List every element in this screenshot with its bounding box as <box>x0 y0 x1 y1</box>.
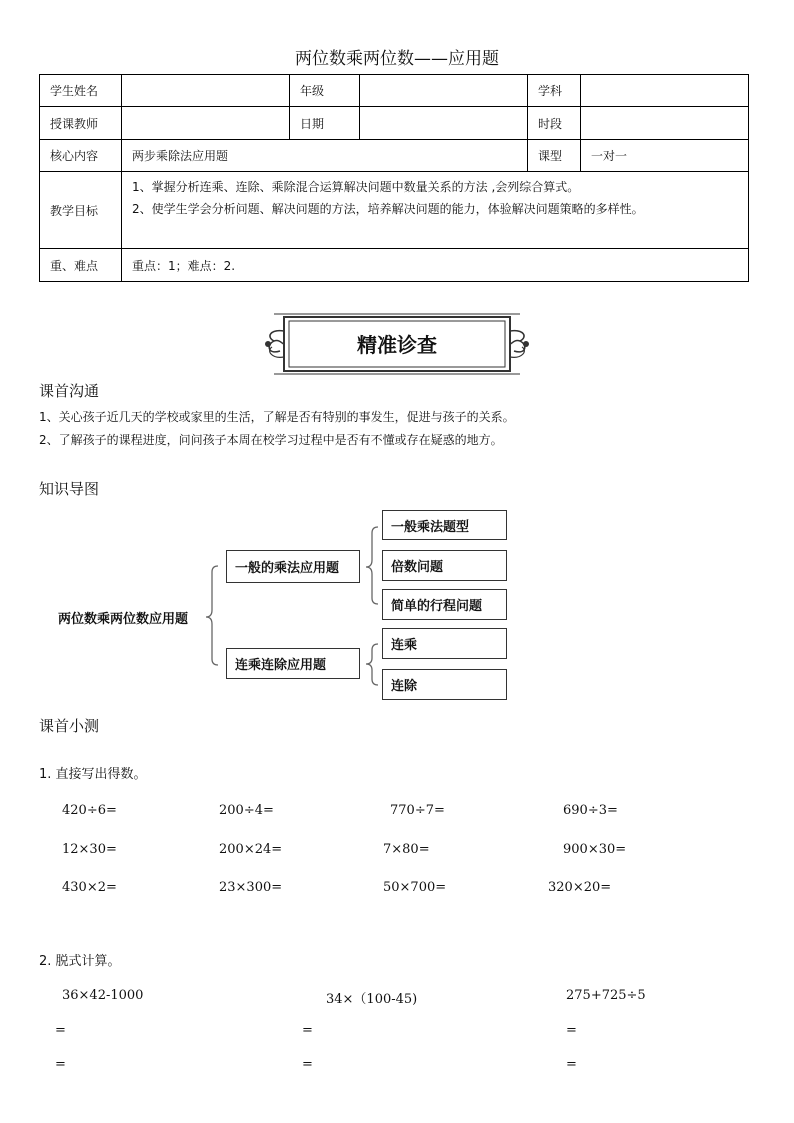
quiz-item: 200×24= <box>219 842 283 857</box>
mindmap-leaf-5: 连除 <box>382 669 507 700</box>
subject-label: 学科 <box>528 75 581 107</box>
mindmap-leaf-1: 一般乘法题型 <box>382 510 507 540</box>
teaching-goal-2: 2、使学生学会分析问题、解决问题的方法，培养解决问题的能力，体验解决问题策略的多样性。 <box>132 202 644 216</box>
core-content-value: 两步乘除法应用题 <box>122 140 528 172</box>
mindmap-branch-chain: 连乘连除应用题 <box>226 648 360 679</box>
mindmap-branch-multiplication: 一般的乘法应用题 <box>226 550 360 583</box>
quiz-item: 7×80= <box>383 842 430 857</box>
key-points-value: 重点：1；难点：2. <box>122 249 749 282</box>
quiz-item: 50×700= <box>383 880 447 895</box>
answer-line[interactable]: = <box>302 1023 313 1038</box>
answer-line[interactable]: = <box>566 1023 577 1038</box>
quiz-item: 12×30= <box>62 842 117 857</box>
mindmap-leaf-4: 连乘 <box>382 628 507 659</box>
quiz-item: 430×2= <box>62 880 117 895</box>
quiz-item: 200÷4= <box>219 803 274 818</box>
teaching-goal-1: 1、掌握分析连乘、连除、乘除混合运算解决问题中数量关系的方法 ,会列综合算式。 <box>132 180 580 194</box>
section-heading-communication: 课首沟通 <box>39 382 100 400</box>
page-title: 两位数乘两位数——应用题 <box>295 49 499 69</box>
quiz-item: 770÷7= <box>390 803 445 818</box>
communication-line-2: 2、了解孩子的课程进度，问问孩子本周在校学习过程中是否有不懂或存在疑惑的地方。 <box>39 433 503 447</box>
calc-expression: 275+725÷5 <box>566 988 646 1003</box>
quiz-item: 420÷6= <box>62 803 117 818</box>
calc-expression: 34×（100-45) <box>326 992 418 1007</box>
calc-expression: 36×42-1000 <box>62 988 144 1003</box>
mindmap-root: 两位数乘两位数应用题 <box>58 612 189 627</box>
grade-label: 年级 <box>290 75 360 107</box>
quiz-item: 900×30= <box>563 842 627 857</box>
student-name-label: 学生姓名 <box>40 75 122 107</box>
mindmap-leaf-2: 倍数问题 <box>382 550 507 581</box>
key-points-label: 重、难点 <box>40 249 122 282</box>
answer-line[interactable]: = <box>55 1057 66 1072</box>
period-label: 时段 <box>528 107 581 140</box>
section-heading-mindmap: 知识导图 <box>39 480 100 498</box>
mindmap-leaf-3: 简单的行程问题 <box>382 589 507 620</box>
answer-line[interactable]: = <box>566 1057 577 1072</box>
teacher-label: 授课教师 <box>40 107 122 140</box>
quiz-question-1-title: 1. 直接写出得数。 <box>39 767 147 782</box>
class-type-label: 课型 <box>528 140 581 172</box>
banner-title: 精准诊查 <box>357 333 437 357</box>
quiz-question-2-title: 2. 脱式计算。 <box>39 954 121 969</box>
class-type-value: 一对一 <box>581 140 749 172</box>
quiz-item: 320×20= <box>548 880 612 895</box>
answer-line[interactable]: = <box>55 1023 66 1038</box>
communication-line-1: 1、关心孩子近几天的学校或家里的生活，了解是否有特别的事发生，促进与孩子的关系。 <box>39 410 515 424</box>
teaching-goal-label: 教学目标 <box>40 172 122 249</box>
core-content-label: 核心内容 <box>40 140 122 172</box>
date-label: 日期 <box>290 107 360 140</box>
quiz-item: 23×300= <box>219 880 283 895</box>
answer-line[interactable]: = <box>302 1057 313 1072</box>
section-heading-quiz: 课首小测 <box>39 717 100 735</box>
quiz-item: 690÷3= <box>563 803 618 818</box>
